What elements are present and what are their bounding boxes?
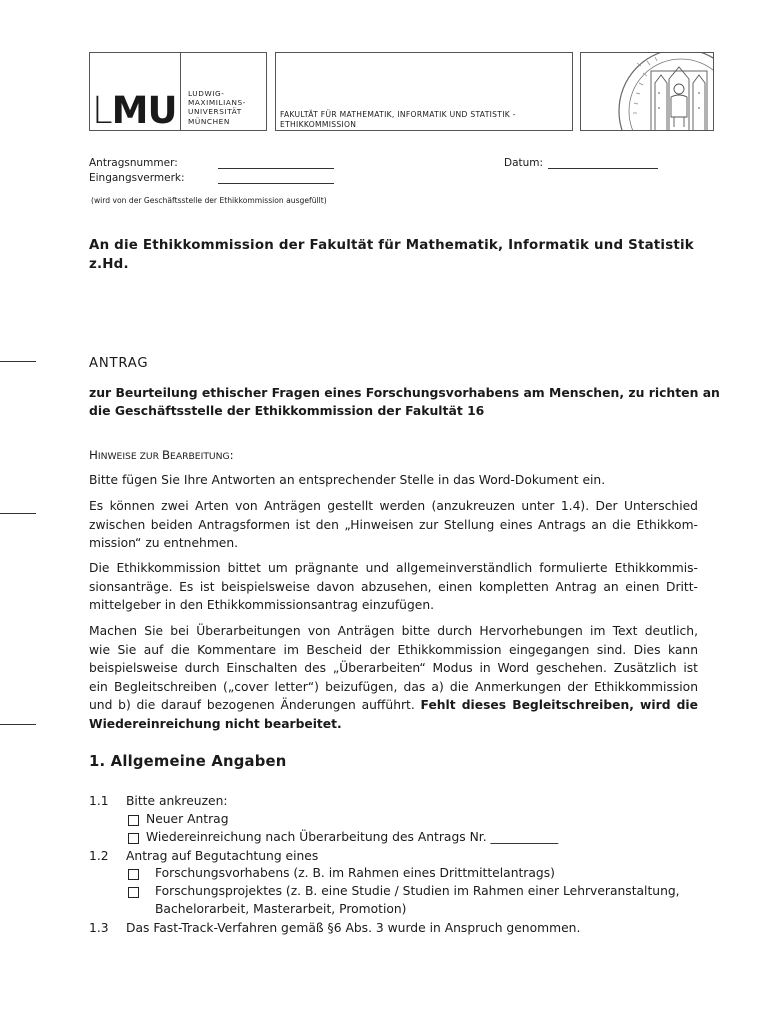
option-forschungsprojekt-cont: Bachelorarbeit, Masterarbeit, Promotion) [155, 902, 407, 916]
text-line: Die Ethikkommission bittet um prägnante und allgemeinverständlich formulierte Ethikkommis- [89, 561, 698, 575]
text-line [89, 715, 698, 734]
item-number: 1.3 [89, 921, 109, 935]
faculty-line: ETHIKKOMMISSION [280, 120, 357, 129]
heading-colon: : [229, 448, 234, 462]
text-line: mittelgeber in den Ethikkommissionsantrag einzufügen. [89, 598, 435, 613]
heading-part: EARBEITUNG [170, 451, 230, 462]
faculty-name [280, 110, 516, 130]
seal-box [580, 52, 714, 131]
text-line: Machen Sie bei Überarbeitungen von Anträgen bitte durch Hervorhebungen im Text deutlich, [89, 624, 698, 638]
university-name-line: MÜNCHEN [188, 116, 230, 126]
datum-field[interactable] [548, 168, 658, 169]
text-line: mission“ zu entnehmen. [89, 536, 239, 551]
item-number: 1.2 [89, 849, 109, 863]
hinweise-heading [89, 448, 234, 462]
margin-mark [0, 361, 36, 362]
item-text: Das Fast-Track-Verfahren gemäß §6 Abs. 3 wurde in Anspruch genommen. [126, 921, 581, 935]
eingangsvermerk-field[interactable] [218, 183, 334, 184]
eingangsvermerk-label: Eingangsvermerk: [89, 172, 185, 184]
bold-warning: Wiedereinreichung nicht bearbeitet. [89, 716, 342, 731]
text-line [89, 696, 698, 715]
datum-label: Datum: [504, 157, 544, 169]
fill-in-note: (wird von der Geschäftsstelle der Ethikkommission ausgefüllt) [91, 196, 327, 205]
hinweise-paragraph-3 [89, 559, 698, 615]
heading-letter: B [161, 448, 171, 462]
antragsnummer-label: Antragsnummer: [89, 157, 178, 169]
hinweise-paragraph-4 [89, 622, 698, 734]
university-seal-icon [581, 53, 714, 131]
text-line: Bitte fügen Sie Ihre Antworten an entsprechender Stelle in das Word-Dokument ein. [89, 473, 606, 487]
item-text: Bitte ankreuzen: [126, 794, 228, 808]
text-line: wie Sie auf die Kommentare im Bescheid der Ethikkommission eingegangen sind. Dies kann [89, 642, 698, 657]
hinweise-paragraph-2 [89, 497, 698, 553]
item-number: 1.1 [89, 794, 109, 808]
antrag-subtitle [89, 384, 720, 420]
text-line: ein Begleitschreiben („cover letter“) beizufügen, das a) die Anmerkungen der Ethikkommission [89, 679, 698, 694]
option-neuer-antrag: Neuer Antrag [146, 812, 229, 826]
text-line: sionsanträge. Es ist beispielsweise davon abzusehen, einen kompletten Antrag an einen Dritt- [89, 579, 698, 594]
university-name [188, 89, 246, 126]
subtitle-line: die Geschäftsstelle der Ethikkommission der Fakultät 16 [89, 403, 485, 418]
antragsnummer-field[interactable] [218, 168, 334, 169]
checkbox-wiedereinreichung[interactable] [128, 833, 139, 844]
option-forschungsprojekt: Forschungsprojektes (z. B. eine Studie / Studien im Rahmen einer Lehrveranstaltung, [155, 884, 680, 898]
subtitle-line: zur Beurteilung ethischer Fragen eines Forschungsvorhabens am Menschen, zu richten an [89, 385, 720, 400]
hinweise-paragraph-1 [89, 471, 698, 490]
antrag-title: ANTRAG [89, 356, 149, 371]
text-line: zwischen beiden Antragsformen ist den „Hinweisen zur Stellung eines Antrags an die Ethikkom- [89, 517, 698, 532]
text-line: Es können zwei Arten von Anträgen gestellt werden (anzukreuzen unter 1.4). Der Unterschied [89, 499, 698, 513]
university-name-line: UNIVERSITÄT [188, 107, 242, 117]
item-text: Antrag auf Begutachtung eines [126, 849, 319, 863]
heading-part: INWEISE ZUR [97, 451, 162, 462]
bold-warning: Fehlt dieses Begleitschreiben, wird die [420, 698, 698, 713]
option-forschungsvorhaben: Forschungsvorhabens (z. B. im Rahmen eines Drittmittelantrags) [155, 866, 555, 880]
checkbox-forschungsvorhaben[interactable] [128, 869, 139, 880]
option-wiedereinreichung: Wiedereinreichung nach Überarbeitung des Antrags Nr. ___________ [146, 830, 559, 844]
university-name-line: LUDWIG- [188, 89, 225, 98]
lmu-logo: LMU [92, 89, 177, 132]
heading-letter: H [89, 448, 98, 462]
margin-mark [0, 724, 36, 725]
logo-box [89, 52, 181, 131]
faculty-box [275, 52, 573, 131]
university-name-line: MAXIMILIANS- [188, 98, 247, 108]
text-part: und b) die darauf bezogenen Änderungen aufführt. [89, 698, 415, 713]
section-1-heading: 1. Allgemeine Angaben [89, 753, 287, 770]
addressee-line: An die Ethikkommission der Fakultät für Mathematik, Informatik und Statistik [89, 238, 694, 253]
addressee-line: z.Hd. [89, 257, 129, 272]
university-name-box [180, 52, 267, 131]
checkbox-forschungsprojekt[interactable] [128, 887, 139, 898]
checkbox-neuer-antrag[interactable] [128, 815, 139, 826]
text-line: beispielsweise durch Einschalten des „Überarbeiten“ Modus in Word geschehen. Zusätzlich ist [89, 661, 698, 676]
faculty-line: FAKULTÄT FÜR MATHEMATIK, INFORMATIK UND STATISTIK - [280, 110, 516, 119]
addressee [89, 236, 694, 274]
margin-mark [0, 513, 36, 514]
